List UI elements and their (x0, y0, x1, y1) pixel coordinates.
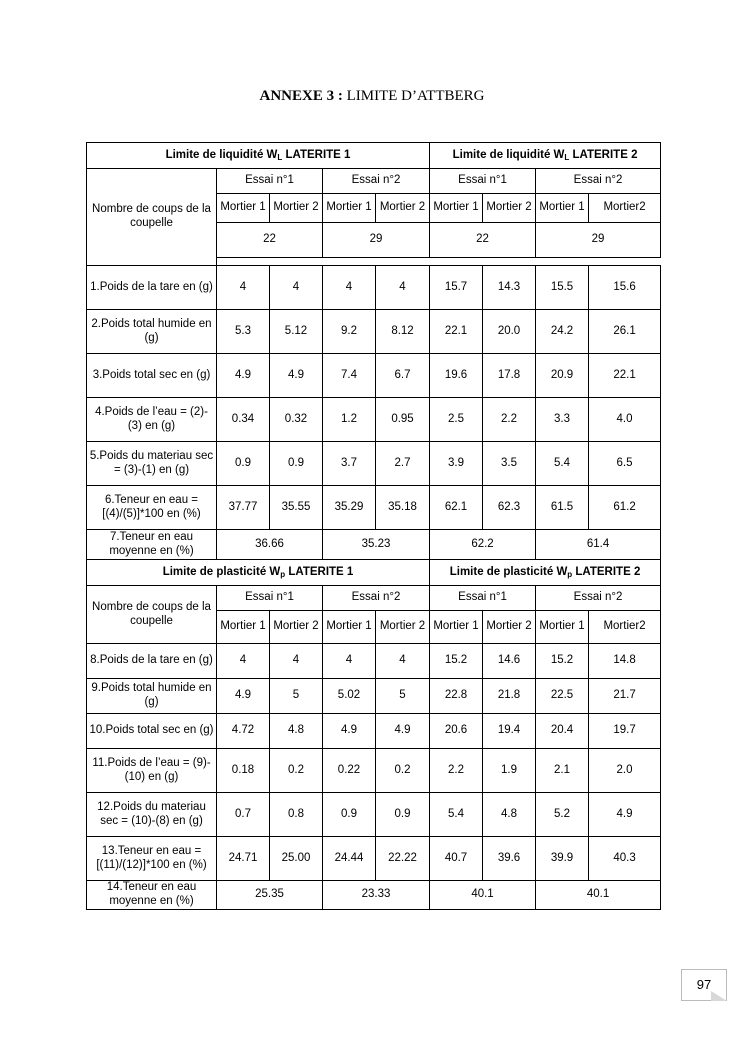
value-cell: 4.9 (376, 714, 430, 749)
value-cell: 14.8 (589, 644, 661, 679)
value-cell: 35.18 (376, 486, 430, 530)
value-cell: 3.3 (536, 398, 589, 442)
value-cell: 5 (376, 679, 430, 714)
value-cell: 35.29 (323, 486, 376, 530)
value-cell: 22.1 (589, 354, 661, 398)
coups-value: 29 (536, 223, 661, 258)
value-cell: 4 (270, 266, 323, 310)
value-cell: 4.72 (217, 714, 270, 749)
data-row (87, 644, 661, 679)
value-cell: 0.22 (323, 749, 376, 793)
average-value: 62.2 (430, 530, 536, 560)
value-cell: 14.6 (483, 644, 536, 679)
coups-value: 29 (323, 223, 430, 258)
value-cell: 3.9 (430, 442, 483, 486)
value-cell: 15.6 (589, 266, 661, 310)
essai-row (87, 586, 661, 611)
value-cell: 0.2 (376, 749, 430, 793)
value-cell: 15.2 (430, 644, 483, 679)
essai-header: Essai n°2 (536, 586, 661, 611)
value-cell: 2.1 (536, 749, 589, 793)
coups-label: Nombre de coups de la coupelle (87, 586, 217, 644)
mortier-header: Mortier2 (589, 194, 661, 223)
value-cell: 4 (376, 644, 430, 679)
value-cell: 19.6 (430, 354, 483, 398)
coups-label: Nombre de coups de la coupelle (87, 169, 217, 266)
value-cell: 8.12 (376, 310, 430, 354)
value-cell: 5.12 (270, 310, 323, 354)
value-cell: 62.3 (483, 486, 536, 530)
page-title: ANNEXE 3 : LIMITE D’ATTBERG (259, 88, 485, 104)
average-value: 40.1 (536, 881, 661, 910)
essai-header: Essai n°2 (323, 586, 430, 611)
value-cell: 1.2 (323, 398, 376, 442)
value-cell: 2.2 (430, 749, 483, 793)
value-cell: 61.2 (589, 486, 661, 530)
average-value: 35.23 (323, 530, 430, 560)
value-cell: 20.9 (536, 354, 589, 398)
value-cell: 20.0 (483, 310, 536, 354)
average-row (87, 530, 661, 560)
value-cell: 0.32 (270, 398, 323, 442)
value-cell: 1.9 (483, 749, 536, 793)
average-value: 61.4 (536, 530, 661, 560)
row-label: 1.Poids de la tare en (g) (87, 266, 217, 310)
essai-header: Essai n°1 (217, 169, 323, 194)
row-label: 9.Poids total humide en (g) (87, 679, 217, 714)
value-cell: 2.2 (483, 398, 536, 442)
data-row (87, 266, 661, 310)
row-label: 4.Poids de l’eau = (2)-(3) en (g) (87, 398, 217, 442)
value-cell: 7.4 (323, 354, 376, 398)
value-cell: 19.4 (483, 714, 536, 749)
value-cell: 3.7 (323, 442, 376, 486)
value-cell: 4.9 (217, 354, 270, 398)
value-cell: 2.5 (430, 398, 483, 442)
row-label: 2.Poids total humide en (g) (87, 310, 217, 354)
coups-value: 22 (217, 223, 323, 258)
value-cell: 22.22 (376, 837, 430, 881)
average-value: 23.33 (323, 881, 430, 910)
row-label: 11.Poids de l’eau = (9)-(10) en (g) (87, 749, 217, 793)
value-cell: 24.71 (217, 837, 270, 881)
row-label: 8.Poids de la tare en (g) (87, 644, 217, 679)
mortier-header: Mortier 1 (217, 194, 270, 223)
value-cell: 21.7 (589, 679, 661, 714)
value-cell: 0.34 (217, 398, 270, 442)
value-cell: 26.1 (589, 310, 661, 354)
section-header-row (87, 143, 661, 169)
section-header: Limite de liquidité $W_L$ LATERITE 1 (87, 143, 430, 169)
value-cell: 61.5 (536, 486, 589, 530)
value-cell: 39.9 (536, 837, 589, 881)
average-row (87, 881, 661, 910)
mortier-header: Mortier 1 (217, 611, 270, 644)
value-cell: 0.8 (270, 793, 323, 837)
data-row (87, 837, 661, 881)
average-value: 40.1 (430, 881, 536, 910)
essai-row (87, 169, 661, 194)
value-cell: 4 (217, 266, 270, 310)
value-cell: 35.55 (270, 486, 323, 530)
value-cell: 17.8 (483, 354, 536, 398)
data-row (87, 486, 661, 530)
value-cell: 0.9 (270, 442, 323, 486)
value-cell: 2.0 (589, 749, 661, 793)
mortier-header: Mortier 2 (376, 194, 430, 223)
value-cell: 14.3 (483, 266, 536, 310)
data-row (87, 398, 661, 442)
value-cell: 5 (270, 679, 323, 714)
row-label: 7.Teneur en eau moyenne en (%) (87, 530, 217, 560)
value-cell: 5.2 (536, 793, 589, 837)
mortier-header: Mortier 2 (483, 611, 536, 644)
mortier-header: Mortier 2 (376, 611, 430, 644)
mortier-header: Mortier 1 (430, 611, 483, 644)
value-cell: 4 (323, 266, 376, 310)
data-row (87, 354, 661, 398)
value-cell: 19.7 (589, 714, 661, 749)
value-cell: 22.8 (430, 679, 483, 714)
atterberg-table (86, 142, 661, 910)
value-cell: 39.6 (483, 837, 536, 881)
mortier-header: Mortier 2 (270, 611, 323, 644)
row-label: 10.Poids total sec en (g) (87, 714, 217, 749)
value-cell: 5.4 (430, 793, 483, 837)
value-cell: 4 (270, 644, 323, 679)
value-cell: 5.3 (217, 310, 270, 354)
value-cell: 15.2 (536, 644, 589, 679)
value-cell: 21.8 (483, 679, 536, 714)
mortier-header: Mortier 2 (483, 194, 536, 223)
average-value: 36.66 (217, 530, 323, 560)
value-cell: 4.0 (589, 398, 661, 442)
value-cell: 4.9 (217, 679, 270, 714)
essai-header: Essai n°1 (430, 586, 536, 611)
mortier-header: Mortier 1 (430, 194, 483, 223)
value-cell: 4.8 (483, 793, 536, 837)
value-cell: 40.3 (589, 837, 661, 881)
section-header-row (87, 560, 661, 586)
value-cell: 0.18 (217, 749, 270, 793)
value-cell: 15.5 (536, 266, 589, 310)
value-cell: 6.5 (589, 442, 661, 486)
row-label: 6.Teneur en eau = [(4)/(5)]*100 en (%) (87, 486, 217, 530)
value-cell: 9.2 (323, 310, 376, 354)
data-row (87, 310, 661, 354)
data-row (87, 679, 661, 714)
value-cell: 37.77 (217, 486, 270, 530)
value-cell: 22.1 (430, 310, 483, 354)
row-label: 14.Teneur en eau moyenne en (%) (87, 881, 217, 910)
data-row (87, 793, 661, 837)
essai-header: Essai n°1 (217, 586, 323, 611)
value-cell: 20.6 (430, 714, 483, 749)
data-row (87, 749, 661, 793)
value-cell: 0.2 (270, 749, 323, 793)
essai-header: Essai n°2 (536, 169, 661, 194)
value-cell: 0.9 (217, 442, 270, 486)
mortier-header: Mortier2 (589, 611, 661, 644)
row-label: 13.Teneur en eau = [(11)/(12)]*100 en (%) (87, 837, 217, 881)
value-cell: 5.4 (536, 442, 589, 486)
essai-header: Essai n°2 (323, 169, 430, 194)
mortier-header: Mortier 1 (323, 611, 376, 644)
value-cell: 5.02 (323, 679, 376, 714)
value-cell: 62.1 (430, 486, 483, 530)
data-row (87, 714, 661, 749)
mortier-header: Mortier 1 (536, 194, 589, 223)
value-cell: 22.5 (536, 679, 589, 714)
row-label: 3.Poids total sec en (g) (87, 354, 217, 398)
value-cell: 6.7 (376, 354, 430, 398)
value-cell: 20.4 (536, 714, 589, 749)
value-cell: 2.7 (376, 442, 430, 486)
value-cell: 40.7 (430, 837, 483, 881)
value-cell: 4.9 (323, 714, 376, 749)
coups-value: 22 (430, 223, 536, 258)
mortier-header: Mortier 1 (536, 611, 589, 644)
page-number: 97 (681, 969, 727, 1001)
section-header: Limite de liquidité $W_L$ LATERITE 2 (430, 143, 661, 169)
value-cell: 4 (217, 644, 270, 679)
value-cell: 0.95 (376, 398, 430, 442)
value-cell: 0.7 (217, 793, 270, 837)
mortier-header: Mortier 2 (270, 194, 323, 223)
value-cell: 4.9 (270, 354, 323, 398)
value-cell: 4.8 (270, 714, 323, 749)
average-value: 25.35 (217, 881, 323, 910)
value-cell: 24.2 (536, 310, 589, 354)
value-cell: 4.9 (589, 793, 661, 837)
value-cell: 4 (376, 266, 430, 310)
page-curl-icon (711, 991, 727, 1001)
value-cell: 4 (323, 644, 376, 679)
value-cell: 24.44 (323, 837, 376, 881)
section-header: Limite de plasticité $W_p$ LATERITE 1 (87, 560, 430, 586)
value-cell: 15.7 (430, 266, 483, 310)
data-row (87, 442, 661, 486)
value-cell: 25.00 (270, 837, 323, 881)
row-label: 5.Poids du materiau sec = (3)-(1) en (g) (87, 442, 217, 486)
section-header: Limite de plasticité $W_p$ LATERITE 2 (430, 560, 661, 586)
mortier-header: Mortier 1 (323, 194, 376, 223)
essai-header: Essai n°1 (430, 169, 536, 194)
value-cell: 0.9 (323, 793, 376, 837)
value-cell: 0.9 (376, 793, 430, 837)
row-label: 12.Poids du materiau sec = (10)-(8) en (g) (87, 793, 217, 837)
value-cell: 3.5 (483, 442, 536, 486)
